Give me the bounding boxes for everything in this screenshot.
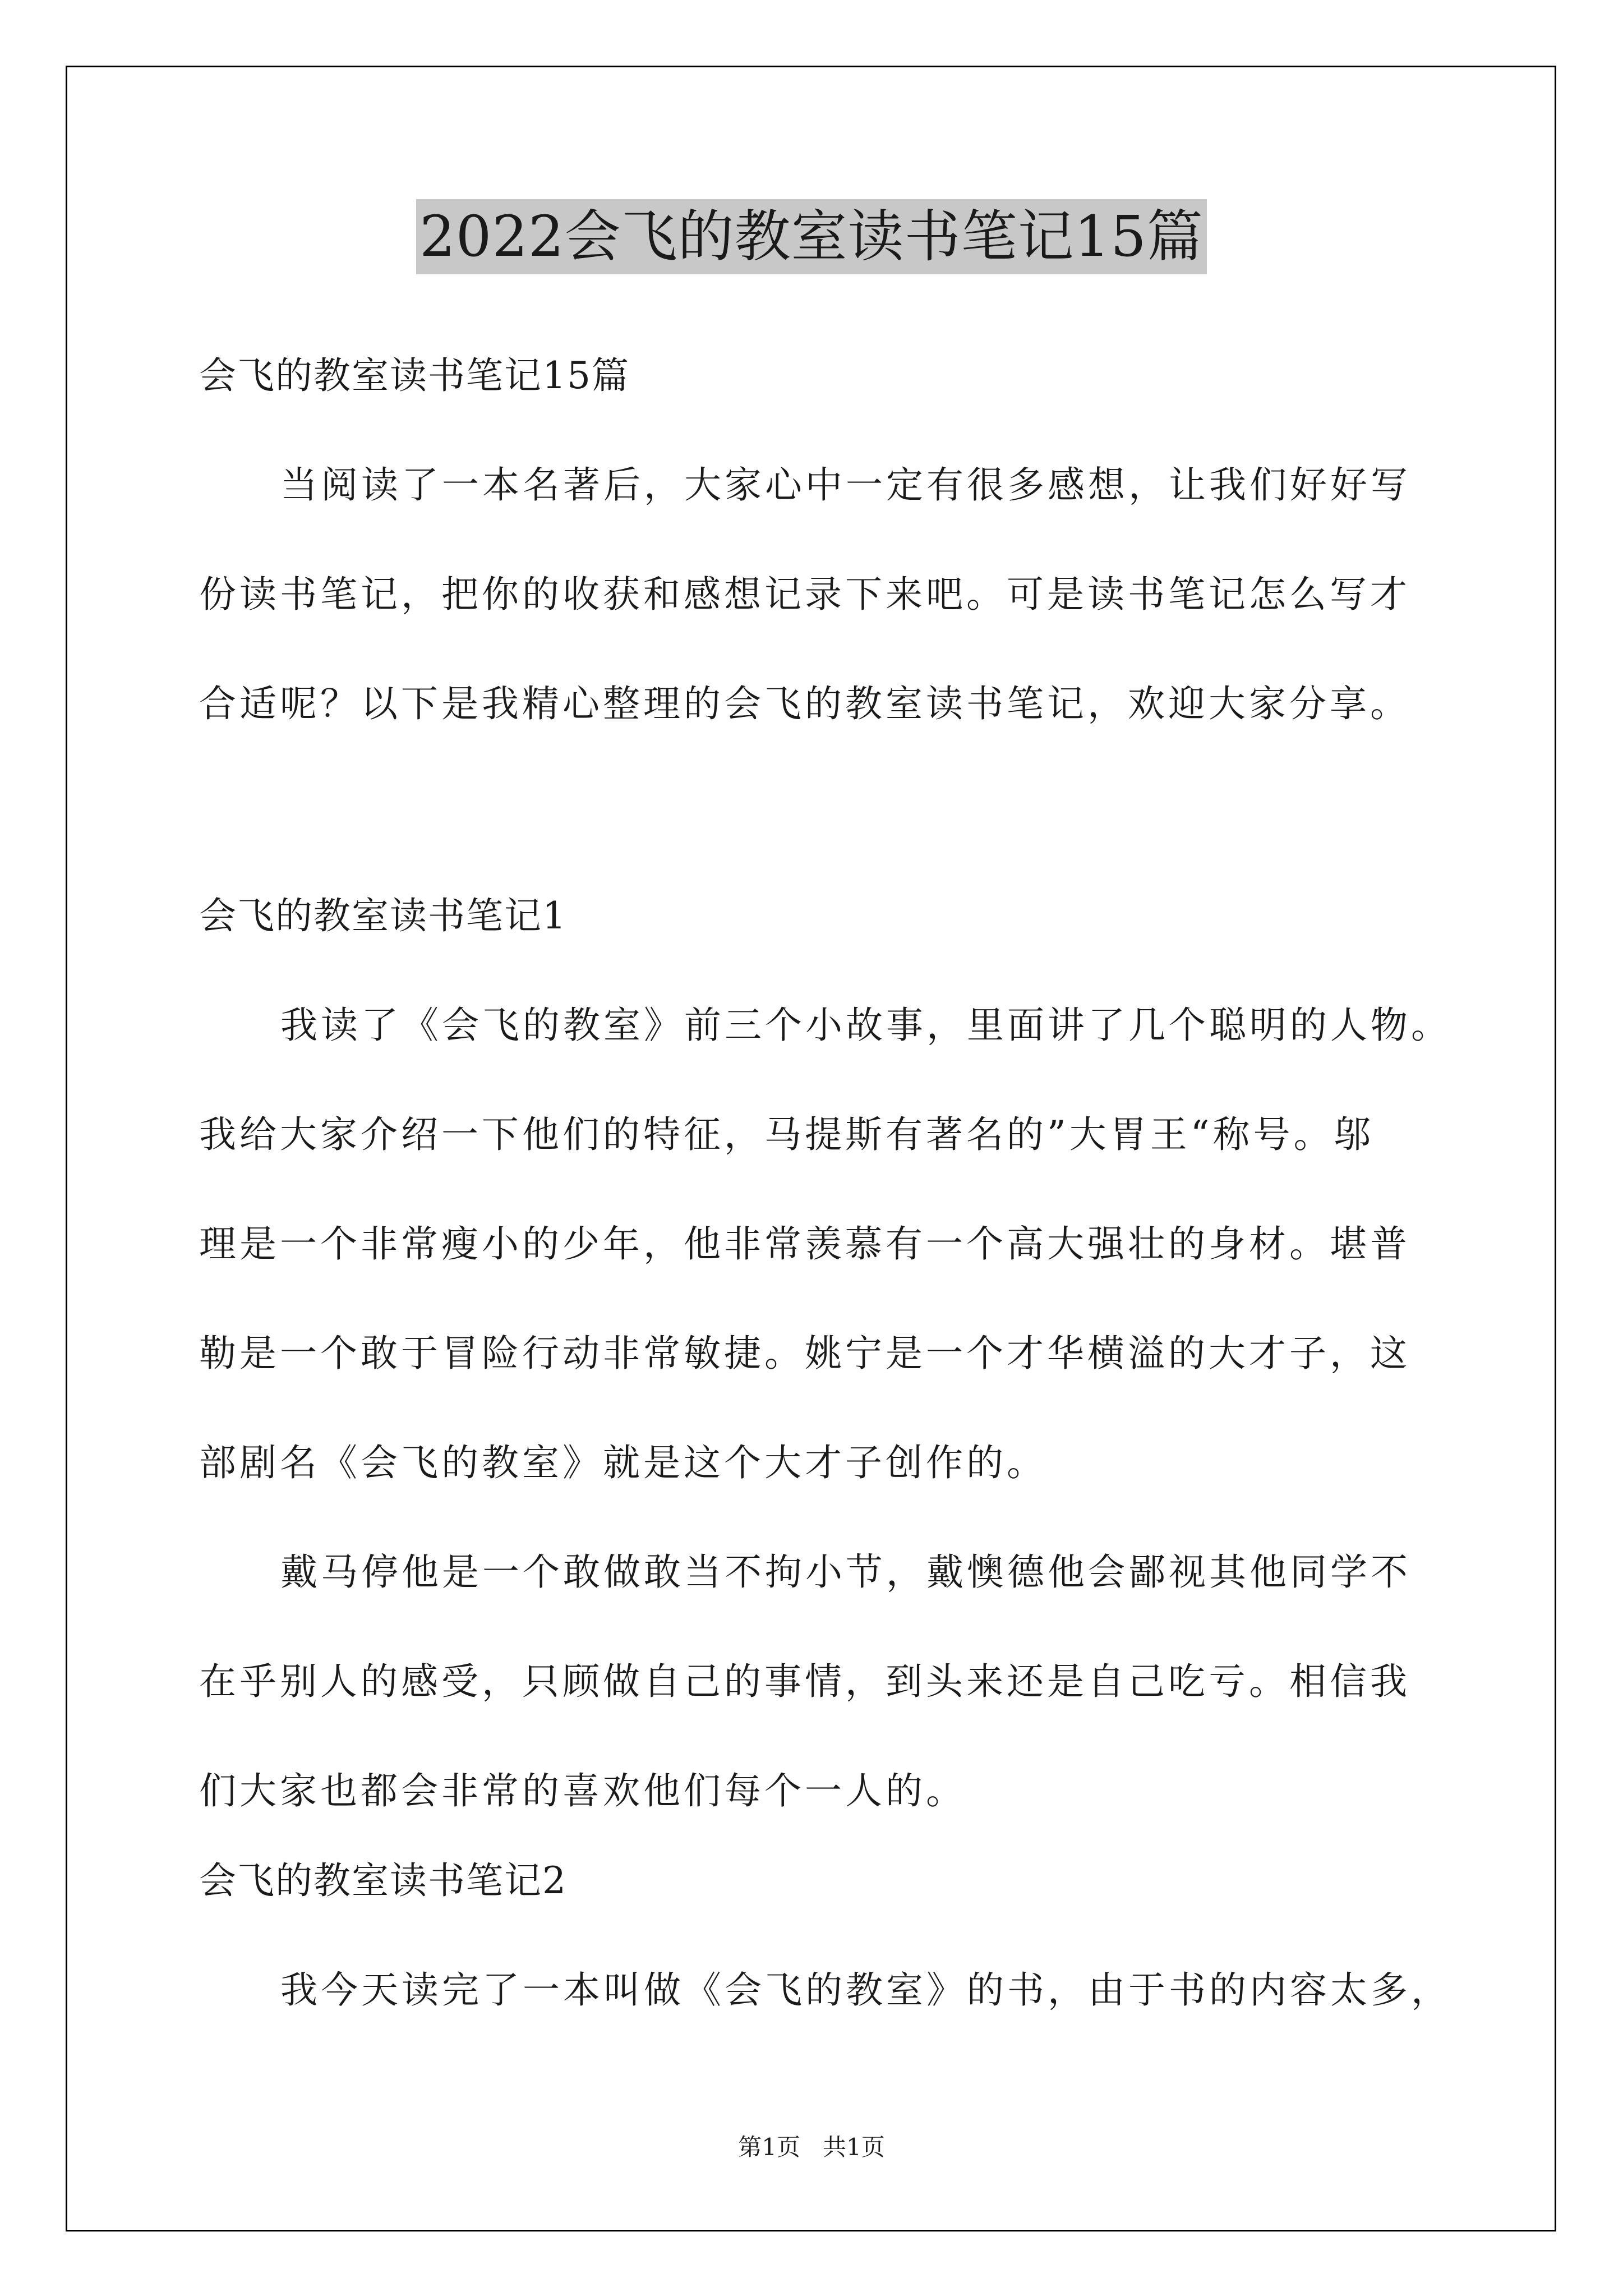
document-title: 2022会飞的教室读书笔记15篇 <box>416 199 1207 274</box>
section1-para2-line-2: 在乎别人的感受，只顾做自己的事情，到头来还是自己吃亏。相信我 <box>199 1660 1410 1703</box>
document-subtitle: 会飞的教室读书笔记15篇 <box>199 354 630 397</box>
title-container <box>0 199 1623 274</box>
section2-para1-line-1: 我今天读完了一本叫做《会飞的教室》的书，由于书的内容太多， <box>280 1968 1451 2012</box>
page-footer: 第1页 共1页 <box>738 2133 885 2161</box>
section1-para2-line-3: 们大家也都会非常的喜欢他们每个一人的。 <box>199 1769 966 1812</box>
intro-line-3: 合适呢？以下是我精心整理的会飞的教室读书笔记，欢迎大家分享。 <box>199 682 1410 725</box>
section-heading-1: 会飞的教室读书笔记1 <box>199 894 567 937</box>
section-heading-2: 会飞的教室读书笔记2 <box>199 1859 567 1902</box>
section1-para1-line-3: 理是一个非常瘦小的少年，他非常羡慕有一个高大强壮的身材。堪普 <box>199 1222 1410 1266</box>
section1-para1-line-1: 我读了《会飞的教室》前三个小故事，里面讲了几个聪明的人物。 <box>280 1004 1451 1047</box>
section1-para1-line-4: 勒是一个敢于冒险行动非常敏捷。姚宁是一个才华横溢的大才子，这 <box>199 1332 1410 1375</box>
intro-line-1: 当阅读了一本名著后，大家心中一定有很多感想，让我们好好写 <box>280 463 1411 507</box>
intro-line-2: 份读书笔记，把你的收获和感想记录下来吧。可是读书笔记怎么写才 <box>199 573 1410 616</box>
section1-para1-line-5: 部剧名《会飞的教室》就是这个大才子创作的。 <box>199 1441 1047 1484</box>
section1-para1-line-2: 我给大家介绍一下他们的特征，马提斯有著名的”大胃王“称号。邬 <box>199 1113 1375 1156</box>
section1-para2-line-1: 戴马停他是一个敢做敢当不拘小节，戴懊德他会鄙视其他同学不 <box>280 1550 1411 1594</box>
